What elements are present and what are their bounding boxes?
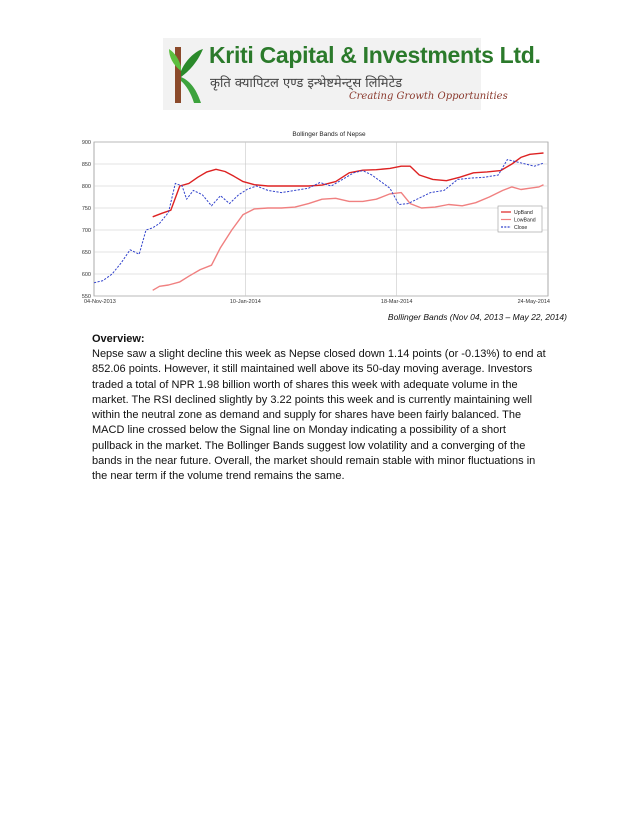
y-tick-label: 900 bbox=[81, 140, 91, 146]
x-tick-label: 04-Nov-2013 bbox=[84, 299, 116, 305]
company-logo bbox=[163, 38, 541, 110]
legend-label: Close bbox=[514, 225, 528, 231]
y-tick-label: 550 bbox=[81, 294, 91, 300]
company-name: Kriti Capital & Investments Ltd. bbox=[209, 42, 541, 68]
x-tick-label: 24-May-2014 bbox=[517, 299, 550, 305]
x-tick-label: 18-Mar-2014 bbox=[380, 299, 413, 305]
leaf-k-icon bbox=[167, 41, 207, 107]
legend-label: LowBand bbox=[514, 217, 536, 224]
x-tick-label: 10-Jan-2014 bbox=[229, 299, 261, 305]
overview-paragraph: Nepse saw a slight decline this week as Nepse closed down 1.14 points (or -0.13%) to end at 852.06 points. However, it still maintained well above its 50-day moving average. Investors traded a total of NPR 1.98 billion worth of shares this week with adequate volume in the market. The RSI declined slightly by 3.22 points this week and is currently maintaining well within the neutral zone as demand and supply for shares have been fairly balanced. The MACD line crossed below the Signal line on Monday indicating a possibility of a short pullback in the market. The Bollinger Bands suggest low volatility and a converging of the bands in the near future. Overall, the market should remain stable with minor fluctuations in the near term if the volume trend remains the same. bbox=[92, 348, 546, 483]
chart-caption: Bollinger Bands (Nov 04, 2013 – May 22, 2014) bbox=[387, 312, 567, 322]
company-tagline: Creating Growth Opportunities bbox=[349, 91, 508, 102]
y-tick-label: 800 bbox=[81, 184, 91, 190]
bollinger-chart bbox=[72, 128, 570, 308]
company-name-hindi: कृति क्यापिटल एण्ड इन्भेष्टमेन्ट्स लिमिटेड bbox=[210, 76, 403, 91]
overview-heading: Overview: bbox=[92, 333, 145, 345]
chart-canvas bbox=[72, 128, 570, 308]
y-tick-label: 700 bbox=[81, 228, 91, 234]
plot-area bbox=[94, 142, 548, 296]
legend-label: UpBand bbox=[514, 210, 533, 216]
y-tick-label: 650 bbox=[81, 250, 91, 256]
chart-title: Bollinger Bands of Nepse bbox=[292, 131, 366, 138]
y-tick-label: 750 bbox=[81, 206, 91, 212]
y-tick-label: 600 bbox=[81, 272, 91, 278]
y-tick-label: 850 bbox=[81, 162, 91, 168]
